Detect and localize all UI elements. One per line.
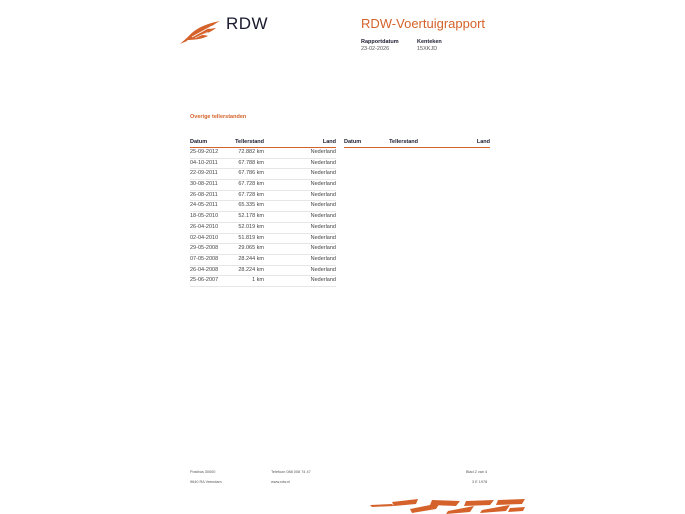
footer-phone: Telefoon 088 008 74 47: [271, 470, 311, 474]
row-km: 65.335 km: [238, 202, 264, 209]
license-plate-value: 15XKJD: [417, 46, 438, 52]
row-land: Nederland: [310, 277, 336, 284]
col-land-header: Land: [476, 139, 490, 145]
report-date-value: 23-02-2026: [361, 46, 390, 52]
report-date-label: Rapportdatum: [361, 39, 399, 45]
license-plate: [417, 39, 442, 53]
row-date: 25-06-2007: [190, 277, 219, 284]
table-row: [190, 223, 336, 234]
table-row: [190, 255, 336, 266]
row-land: Nederland: [310, 170, 336, 177]
row-km: 67.788 km: [238, 159, 264, 166]
footer-address-line2: 9640 RA Veendam: [190, 480, 222, 484]
row-land: Nederland: [310, 202, 336, 209]
col-date-header: Datum: [190, 139, 208, 145]
report-date: [361, 39, 399, 53]
row-km: 28.224 km: [238, 266, 264, 273]
row-date: 26-08-2011: [190, 191, 218, 198]
row-km: 51.819 km: [238, 234, 264, 241]
table-row: [190, 212, 336, 223]
row-date: 26-04-2008: [190, 266, 219, 273]
row-date: 07-05-2008: [190, 255, 219, 262]
table-header: [190, 139, 336, 148]
rdw-logo-icon: [178, 18, 222, 46]
col-land-header: Land: [322, 139, 336, 145]
row-km: 29.065 km: [238, 245, 264, 252]
footer-website[interactable]: www.rdw.nl: [271, 480, 290, 484]
row-km: 67.728 km: [238, 191, 264, 198]
row-land: Nederland: [310, 181, 336, 188]
odometer-table-right: [344, 139, 490, 148]
row-km: 52.178 km: [238, 213, 264, 220]
row-land: Nederland: [310, 266, 336, 273]
page-number: Blad 2 van 4: [466, 470, 488, 474]
footer-address-line1: Postbus 30000: [190, 470, 216, 474]
section-title: Overige tellerstanden: [190, 114, 247, 120]
row-land: Nederland: [310, 213, 336, 220]
col-km-header: Tellerstand: [235, 139, 264, 145]
report-title: RDW-Voertuigrapport: [361, 16, 486, 31]
row-land: Nederland: [310, 245, 336, 252]
table-row: [190, 266, 336, 277]
row-date: 26-04-2010: [190, 223, 219, 230]
row-date: 25-09-2012: [190, 149, 219, 155]
row-km: 28.244 km: [238, 255, 264, 262]
row-date: 30-08-2011: [190, 181, 218, 188]
row-date: 29-05-2008: [190, 245, 219, 252]
row-km: 67.728 km: [238, 181, 264, 188]
row-land: Nederland: [310, 159, 336, 166]
table-row: [190, 169, 336, 180]
license-plate-label: Kenteken: [417, 39, 442, 45]
row-date: 22-09-2011: [190, 170, 218, 177]
table-header: [344, 139, 490, 148]
row-land: Nederland: [310, 149, 336, 155]
row-land: Nederland: [310, 255, 336, 262]
table-row: [190, 191, 336, 202]
table-body: [190, 148, 336, 287]
row-land: Nederland: [310, 191, 336, 198]
row-km: 52.019 km: [238, 223, 264, 230]
row-km: 67.786 km: [238, 170, 264, 177]
row-date: 24-05-2011: [190, 202, 218, 209]
col-km-header: Tellerstand: [389, 139, 418, 145]
odometer-table-left: [190, 139, 336, 287]
row-date: 02-04-2010: [190, 234, 219, 241]
table-row: [190, 201, 336, 212]
logo-text: RDW: [226, 14, 269, 33]
col-date-header: Datum: [344, 139, 362, 145]
table-row: [190, 234, 336, 245]
row-date: 18-05-2010: [190, 213, 219, 220]
table-row: [190, 276, 336, 287]
row-km: 1 km: [252, 277, 264, 284]
row-land: Nederland: [310, 223, 336, 230]
row-date: 04-10-2011: [190, 159, 218, 166]
table-row: [190, 244, 336, 255]
table-row: [190, 148, 336, 159]
document-code: 3 E 1978: [472, 480, 488, 484]
row-km: 72.882 km: [238, 149, 264, 155]
row-land: Nederland: [310, 234, 336, 241]
table-row: [190, 180, 336, 191]
table-row: [190, 159, 336, 170]
decorative-stripes-icon: [370, 497, 525, 514]
